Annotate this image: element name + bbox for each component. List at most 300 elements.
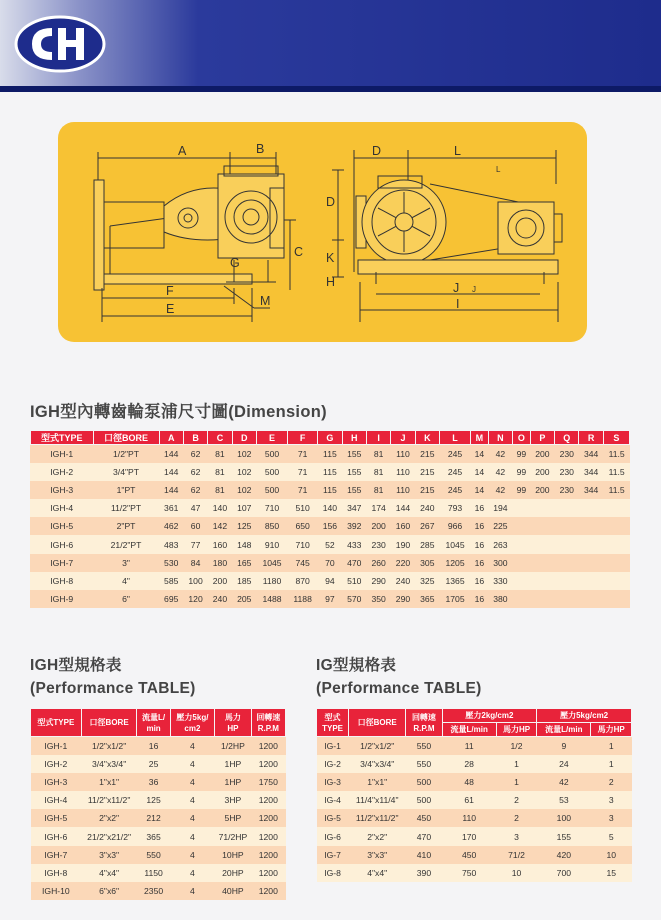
table-cell: 14 (471, 463, 489, 481)
table-cell: 4"x4" (349, 864, 406, 882)
table-cell (603, 517, 629, 535)
table-cell: 4 (170, 791, 215, 809)
table-cell: 140 (318, 499, 342, 517)
table-cell (513, 535, 531, 553)
table-cell: 420 (537, 846, 591, 864)
table-cell: 365 (415, 590, 439, 608)
table-cell: 230 (366, 535, 390, 553)
table-cell: 330 (488, 572, 512, 590)
table-cell: 20HP (215, 864, 251, 882)
table-cell: 1488 (256, 590, 287, 608)
table-cell: IGH-1 (31, 445, 94, 463)
table-cell: 115 (318, 481, 342, 499)
table-cell: 3 (591, 809, 632, 827)
dim-header-cell: O (513, 431, 531, 445)
table-cell: 52 (318, 535, 342, 553)
table-cell: 99 (513, 481, 531, 499)
table-cell: 305 (415, 554, 439, 572)
table-cell: 4 (170, 846, 215, 864)
table-cell: 84 (183, 554, 207, 572)
ig-header-type: 型式 TYPE (317, 709, 349, 737)
table-cell: 3/4"PT (93, 463, 159, 481)
table-cell: IG-6 (317, 827, 349, 845)
table-cell: 97 (318, 590, 342, 608)
dimension-body (31, 445, 630, 609)
table-cell: 1200 (251, 737, 285, 755)
table-cell: 365 (137, 827, 170, 845)
table-cell: 40HP (215, 882, 251, 900)
table-cell: 165 (232, 554, 256, 572)
table-cell: 1180 (256, 572, 287, 590)
igh-header-cell: 口徑BORE (81, 709, 137, 737)
table-cell: 230 (555, 481, 579, 499)
table-cell: 71/2 (496, 846, 536, 864)
table-cell: 115 (318, 445, 342, 463)
table-cell: 144 (159, 481, 183, 499)
table-row (31, 882, 286, 900)
table-row (317, 773, 632, 791)
igh-perf-title-line1: IGH型規格表 (30, 657, 122, 674)
table-cell: 71 (288, 445, 318, 463)
table-cell: 361 (159, 499, 183, 517)
table-row (31, 463, 630, 481)
table-cell (603, 590, 629, 608)
dim-header-cell: H (342, 431, 366, 445)
table-cell: 3"x3" (349, 846, 406, 864)
dimension-drawing (58, 122, 587, 342)
table-cell: 470 (342, 554, 366, 572)
table-cell: 910 (256, 535, 287, 553)
table-row (31, 737, 286, 755)
table-cell: 1HP (215, 773, 251, 791)
table-cell: 81 (208, 445, 232, 463)
table-cell: 500 (406, 773, 442, 791)
table-cell: 11.5 (603, 445, 629, 463)
table-cell: 11/2"x11/2" (349, 809, 406, 827)
ig-performance-table (316, 708, 632, 882)
ig-header-hp-5: 馬力HP (591, 723, 632, 737)
dim-header-cell: M (471, 431, 489, 445)
ig-header-bore: 口徑BORE (349, 709, 406, 737)
table-cell (555, 554, 579, 572)
table-cell: 410 (406, 846, 442, 864)
dim-header-cell: 口徑BORE (93, 431, 159, 445)
table-cell: 380 (488, 590, 512, 608)
table-cell: 200 (530, 463, 554, 481)
table-cell: 1 (496, 755, 536, 773)
table-cell: IG-8 (317, 864, 349, 882)
table-cell: 245 (440, 445, 471, 463)
table-cell: 1150 (137, 864, 170, 882)
table-cell: 750 (442, 864, 496, 882)
table-cell: 14 (471, 445, 489, 463)
table-cell: 110 (442, 809, 496, 827)
table-cell: 125 (137, 791, 170, 809)
table-cell: 1188 (288, 590, 318, 608)
table-cell (579, 590, 603, 608)
table-cell: 107 (232, 499, 256, 517)
table-cell: 3/4"x3/4" (349, 755, 406, 773)
table-cell: 148 (232, 535, 256, 553)
dim-header-cell: E (256, 431, 287, 445)
table-cell: 1200 (251, 755, 285, 773)
table-cell: 10 (591, 846, 632, 864)
label-D-side: D (326, 195, 336, 209)
table-cell: 99 (513, 463, 531, 481)
table-row (31, 481, 630, 499)
table-cell: 42 (488, 481, 512, 499)
label-H: H (326, 275, 336, 289)
table-row (317, 846, 632, 864)
table-cell: IGH-1 (31, 737, 82, 755)
table-cell: 267 (415, 517, 439, 535)
table-cell: IGH-5 (31, 517, 94, 535)
table-cell: 500 (256, 445, 287, 463)
table-cell: 3"x3" (81, 846, 137, 864)
table-cell (513, 554, 531, 572)
table-cell: IGH-9 (31, 590, 94, 608)
label-B: B (256, 142, 265, 156)
table-cell: 230 (555, 463, 579, 481)
dimension-header-row (31, 431, 630, 445)
table-cell: 48 (442, 773, 496, 791)
table-cell: IG-2 (317, 755, 349, 773)
table-cell: 793 (440, 499, 471, 517)
table-cell: 4 (170, 737, 215, 755)
ig-header-hp-2: 馬力HP (496, 723, 536, 737)
table-cell: 245 (440, 481, 471, 499)
table-cell: 61 (442, 791, 496, 809)
table-cell: 1"PT (93, 481, 159, 499)
table-cell: 170 (442, 827, 496, 845)
igh-header-cell: 馬力 HP (215, 709, 251, 737)
table-row (31, 827, 286, 845)
table-cell: 483 (159, 535, 183, 553)
table-cell: 1200 (251, 882, 285, 900)
table-cell (603, 572, 629, 590)
table-cell: 966 (440, 517, 471, 535)
table-cell: 14 (471, 481, 489, 499)
table-cell: 6" (93, 590, 159, 608)
table-cell: 350 (366, 590, 390, 608)
table-cell: 81 (366, 481, 390, 499)
table-cell (555, 590, 579, 608)
table-cell: 4 (170, 809, 215, 827)
table-cell: 462 (159, 517, 183, 535)
igh-header-cell: 型式TYPE (31, 709, 82, 737)
table-cell: IGH-6 (31, 827, 82, 845)
table-cell: 11.5 (603, 463, 629, 481)
table-cell: 16 (471, 499, 489, 517)
table-cell: 4 (170, 864, 215, 882)
table-cell: 200 (208, 572, 232, 590)
table-cell: 100 (537, 809, 591, 827)
table-cell: 470 (406, 827, 442, 845)
table-cell: 10 (496, 864, 536, 882)
table-cell: 1/2"x1/2" (349, 737, 406, 755)
table-cell (603, 499, 629, 517)
table-cell: 344 (579, 481, 603, 499)
table-row (31, 554, 630, 572)
table-cell: 1"x1" (81, 773, 137, 791)
table-cell: IGH-7 (31, 554, 94, 572)
table-cell: 53 (537, 791, 591, 809)
table-row (31, 499, 630, 517)
table-cell: 240 (415, 499, 439, 517)
table-cell: 1205 (440, 554, 471, 572)
table-cell: 190 (391, 535, 415, 553)
table-cell: 21/2"x21/2" (81, 827, 137, 845)
dim-header-cell: R (579, 431, 603, 445)
table-cell: 1200 (251, 791, 285, 809)
table-cell: 160 (391, 517, 415, 535)
table-cell (530, 499, 554, 517)
table-cell: IGH-6 (31, 535, 94, 553)
dim-header-cell: B (183, 431, 207, 445)
dim-header-cell: L (440, 431, 471, 445)
table-row (31, 846, 286, 864)
table-cell: 220 (391, 554, 415, 572)
table-cell (579, 535, 603, 553)
ig-header-p2: 壓力2kg/cm2 (442, 709, 537, 723)
ig-perf-title-line1: IG型規格表 (316, 657, 397, 674)
table-cell: 99 (513, 445, 531, 463)
table-cell: 2 (591, 773, 632, 791)
label-I: I (456, 297, 460, 311)
table-cell: 3HP (215, 791, 251, 809)
table-cell: 120 (183, 590, 207, 608)
table-cell: 160 (208, 535, 232, 553)
ig-header-flow-5: 流量L/min (537, 723, 591, 737)
table-cell: IGH-3 (31, 481, 94, 499)
table-cell (513, 517, 531, 535)
table-cell: 1200 (251, 827, 285, 845)
dim-header-cell: S (603, 431, 629, 445)
label-L: L (454, 144, 461, 158)
table-cell: 155 (342, 481, 366, 499)
table-cell: 71/2HP (215, 827, 251, 845)
table-row (317, 737, 632, 755)
table-row (317, 809, 632, 827)
table-cell: 200 (530, 481, 554, 499)
table-row (317, 864, 632, 882)
table-cell: 650 (288, 517, 318, 535)
table-cell: 10HP (215, 846, 251, 864)
table-cell: 3" (93, 554, 159, 572)
table-cell: 102 (232, 481, 256, 499)
label-M: M (260, 294, 271, 308)
table-cell: 870 (288, 572, 318, 590)
ig-perf-title-line2: (Performance TABLE) (316, 680, 482, 697)
table-cell: 71 (288, 463, 318, 481)
table-cell: 344 (579, 445, 603, 463)
company-logo (14, 14, 106, 74)
table-cell: IGH-2 (31, 463, 94, 481)
table-row (317, 791, 632, 809)
table-cell: 62 (183, 481, 207, 499)
table-cell: 3/4"x3/4" (81, 755, 137, 773)
table-cell: 850 (256, 517, 287, 535)
igh-header-cell: 壓力5kg/ cm2 (170, 709, 215, 737)
table-cell: 62 (183, 463, 207, 481)
table-cell: 16 (137, 737, 170, 755)
table-cell: 6"x6" (81, 882, 137, 900)
table-cell: 1750 (251, 773, 285, 791)
table-cell: 1/2HP (215, 737, 251, 755)
table-cell: 205 (232, 590, 256, 608)
table-row (31, 809, 286, 827)
table-row (31, 864, 286, 882)
table-cell: 25 (137, 755, 170, 773)
table-cell: 4" (93, 572, 159, 590)
table-cell: 15 (591, 864, 632, 882)
table-cell: 695 (159, 590, 183, 608)
table-cell: 62 (183, 445, 207, 463)
table-cell: 4 (170, 882, 215, 900)
table-cell: IG-4 (317, 791, 349, 809)
table-cell: 110 (391, 463, 415, 481)
table-cell: 710 (288, 535, 318, 553)
table-cell: 156 (318, 517, 342, 535)
dimension-table (30, 430, 630, 608)
table-cell: 500 (256, 481, 287, 499)
table-cell: 245 (440, 463, 471, 481)
table-row (31, 517, 630, 535)
dim-header-cell: P (530, 431, 554, 445)
label-D-top: D (372, 144, 382, 158)
table-cell: 1/2"x1/2" (81, 737, 137, 755)
ig-header-p5: 壓力5kg/cm2 (537, 709, 632, 723)
dim-header-cell: J (391, 431, 415, 445)
table-cell (555, 535, 579, 553)
table-cell: 185 (232, 572, 256, 590)
table-cell: 9 (537, 737, 591, 755)
table-cell: 42 (488, 445, 512, 463)
table-cell: 285 (415, 535, 439, 553)
label-C: C (294, 245, 304, 259)
table-cell: 36 (137, 773, 170, 791)
table-cell: 11/4"x11/4" (349, 791, 406, 809)
table-cell: 240 (391, 572, 415, 590)
table-cell: 230 (555, 445, 579, 463)
label-A: A (178, 144, 187, 158)
table-cell: 392 (342, 517, 366, 535)
table-cell: 102 (232, 463, 256, 481)
table-cell: 1200 (251, 809, 285, 827)
table-cell (530, 554, 554, 572)
table-cell: IGH-8 (31, 572, 94, 590)
table-cell: 700 (537, 864, 591, 882)
table-cell (555, 499, 579, 517)
table-cell: 21/2"PT (93, 535, 159, 553)
table-cell: 585 (159, 572, 183, 590)
table-cell: 16 (471, 517, 489, 535)
table-cell: 155 (342, 463, 366, 481)
ig-header-rpm: 回轉速 R.P.M (406, 709, 442, 737)
table-cell: 70 (318, 554, 342, 572)
dim-header-cell: F (288, 431, 318, 445)
table-row (31, 535, 630, 553)
table-row (317, 755, 632, 773)
table-row (31, 572, 630, 590)
table-cell: 215 (415, 445, 439, 463)
table-cell: 5HP (215, 809, 251, 827)
table-cell: 1HP (215, 755, 251, 773)
table-cell: 1 (591, 737, 632, 755)
table-cell: 570 (342, 590, 366, 608)
igh-perf-title-line2: (Performance TABLE) (30, 680, 196, 697)
table-cell: 81 (366, 463, 390, 481)
table-cell: 142 (208, 517, 232, 535)
table-row (31, 445, 630, 463)
table-cell: 450 (442, 846, 496, 864)
igh-perf-title (30, 654, 196, 700)
table-cell: 180 (208, 554, 232, 572)
table-cell: IGH-7 (31, 846, 82, 864)
table-cell: 11 (442, 737, 496, 755)
igh-body (31, 737, 286, 901)
table-cell: 125 (232, 517, 256, 535)
table-cell: 115 (318, 463, 342, 481)
table-cell: 60 (183, 517, 207, 535)
table-cell: 110 (391, 445, 415, 463)
header-stripe (0, 86, 661, 92)
label-J-small: J (472, 285, 476, 294)
table-cell: 225 (488, 517, 512, 535)
table-cell: 144 (159, 445, 183, 463)
ig-header-flow-2: 流量L/min (442, 723, 496, 737)
table-cell: 2 (496, 809, 536, 827)
table-cell: 1/2"PT (93, 445, 159, 463)
table-cell (530, 572, 554, 590)
table-cell: 200 (530, 445, 554, 463)
table-cell: 550 (406, 737, 442, 755)
table-cell: 3 (591, 791, 632, 809)
table-cell: 144 (159, 463, 183, 481)
table-cell: 300 (488, 554, 512, 572)
table-cell: 1200 (251, 846, 285, 864)
table-row (31, 755, 286, 773)
table-cell: IGH-2 (31, 755, 82, 773)
table-cell: 1/2 (496, 737, 536, 755)
table-cell: 144 (391, 499, 415, 517)
table-cell: 11.5 (603, 481, 629, 499)
table-cell (579, 499, 603, 517)
table-cell (579, 572, 603, 590)
ig-header-row-1 (317, 709, 632, 723)
table-cell (513, 499, 531, 517)
table-cell: 11/2"x11/2" (81, 791, 137, 809)
table-cell: IGH-3 (31, 773, 82, 791)
table-cell: 81 (208, 481, 232, 499)
ig-body (317, 737, 632, 883)
table-row (31, 791, 286, 809)
table-cell: 390 (406, 864, 442, 882)
table-cell: 4 (170, 827, 215, 845)
table-cell (530, 590, 554, 608)
table-cell: 2"x2" (349, 827, 406, 845)
table-cell: 194 (488, 499, 512, 517)
table-cell: 24 (537, 755, 591, 773)
dim-header-cell: K (415, 431, 439, 445)
table-cell: IG-7 (317, 846, 349, 864)
label-E: E (166, 302, 175, 316)
table-cell: 290 (366, 572, 390, 590)
table-cell: IG-5 (317, 809, 349, 827)
table-cell: 28 (442, 755, 496, 773)
table-cell: 4"x4" (81, 864, 137, 882)
table-cell: 450 (406, 809, 442, 827)
